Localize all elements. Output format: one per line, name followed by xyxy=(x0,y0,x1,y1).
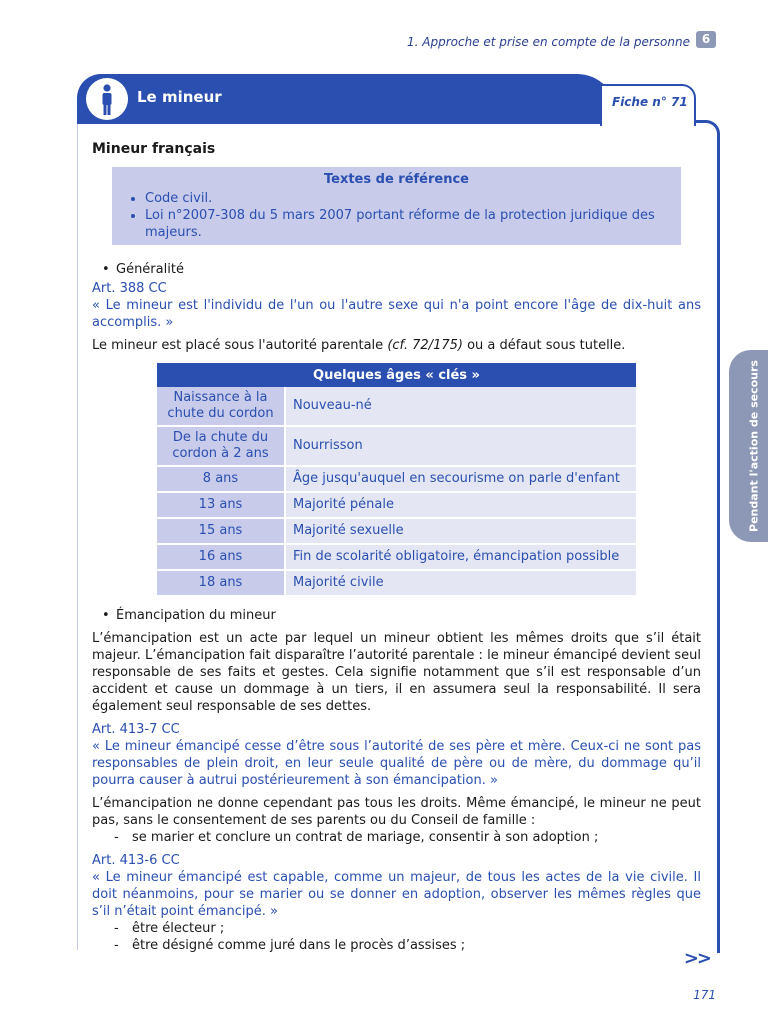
article-reference: Art. 413-6 CC xyxy=(92,853,180,868)
emancipation-heading: • Émancipation du mineur xyxy=(102,608,276,623)
ages-table-title: Quelques âges « clés » xyxy=(157,363,636,387)
cross-reference: (cf. 72/175) xyxy=(387,338,463,353)
side-tab-label: Pendant l'action de secours xyxy=(747,360,761,532)
article-quote: « Le mineur est l'individu de l'un ou l'autre sexe qui n'a point encore l'âge de dix-huit ans accomplis. » xyxy=(92,298,701,330)
table-row: 18 ans Majorité civile xyxy=(157,570,636,596)
article-quote: « Le mineur émancipé est capable, comme un majeur, de tous les actes de la vie civile. Il doit néanmoins, pour se marier ou se donner en adoption, observer les mêmes règles que s’il n’était point émancipé. » xyxy=(92,870,701,919)
table-row: De la chute du cordon à 2 ans Nourrisson xyxy=(157,426,636,466)
table-row: 13 ans Majorité pénale xyxy=(157,492,636,518)
table-row: Naissance à la chute du cordon Nouveau-né xyxy=(157,387,636,426)
emancipation-paragraph: L’émancipation est un acte par lequel un mineur obtient les mêmes droits que s’il était majeur. L’émancipation fait disparaître l’autorité parentale : le mineur émancipé devient seul responsable de ses faits et gestes. Cela signifie notamment que s’il est responsable d’un accident et cause un dommage à un tiers, il en assumera seul la responsabilité. Il sera également seul responsable de ses dettes. xyxy=(92,631,701,714)
table-row: 8 ans Âge jusqu'auquel en secourisme on parle d'enfant xyxy=(157,466,636,492)
article-reference: Art. 388 CC xyxy=(92,281,167,296)
reference-item: • Loi n°2007-308 du 5 mars 2007 portant réforme de la protection juridique des majeurs. xyxy=(145,207,661,241)
fiche-number: Fiche n° 71 xyxy=(612,95,688,109)
emancipation-paragraph-2: L’émancipation ne donne cependant pas tous les droits. Même émancipé, le mineur ne peut pas, sans le consentement de ses parents ou du Conseil de famille : xyxy=(92,796,701,828)
article-quote: « Le mineur émancipé cesse d’être sous l’autorité de ses père et mère. Ceux-ci ne sont pas responsables de plein droit, en leur seule qualité de père ou de mère, du dommage qu’il pourra causer à autrui postérieurement à son émancipation. » xyxy=(92,739,701,788)
dash-item: - être désigné comme juré dans le procès d’assises ; xyxy=(114,938,466,953)
dash-item: - être électeur ; xyxy=(114,921,225,936)
table-row: 16 ans Fin de scolarité obligatoire, émancipation possible xyxy=(157,544,636,570)
ages-table xyxy=(157,363,636,597)
reference-box xyxy=(112,167,681,245)
article-reference: Art. 413-7 CC xyxy=(92,722,180,737)
content-frame-left-edge xyxy=(77,120,78,950)
table-row: 15 ans Majorité sexuelle xyxy=(157,518,636,544)
fiche-title: Le mineur xyxy=(137,88,222,106)
generalite-text: Le mineur est placé sous l'autorité parentale (cf. 72/175) ou a défaut sous tutelle. xyxy=(92,338,626,353)
reference-title: Textes de référence xyxy=(324,172,469,187)
running-head: 1. Approche et prise en compte de la personne xyxy=(406,35,690,49)
continue-arrows-icon: >> xyxy=(683,948,710,969)
person-icon xyxy=(86,78,128,120)
reference-item: • Code civil. xyxy=(145,190,661,207)
reference-list xyxy=(112,190,681,241)
main-content xyxy=(92,137,701,954)
section-title: Mineur français xyxy=(92,141,216,157)
generalite-heading: • Généralité xyxy=(102,262,184,277)
bullet-icon: • xyxy=(102,608,110,623)
bullet-icon: • xyxy=(102,262,110,277)
chapter-badge: 6 xyxy=(696,31,716,48)
dash-item: - se marier et conclure un contrat de mariage, consentir à son adoption ; xyxy=(114,830,599,845)
page-number: 171 xyxy=(693,988,716,1002)
